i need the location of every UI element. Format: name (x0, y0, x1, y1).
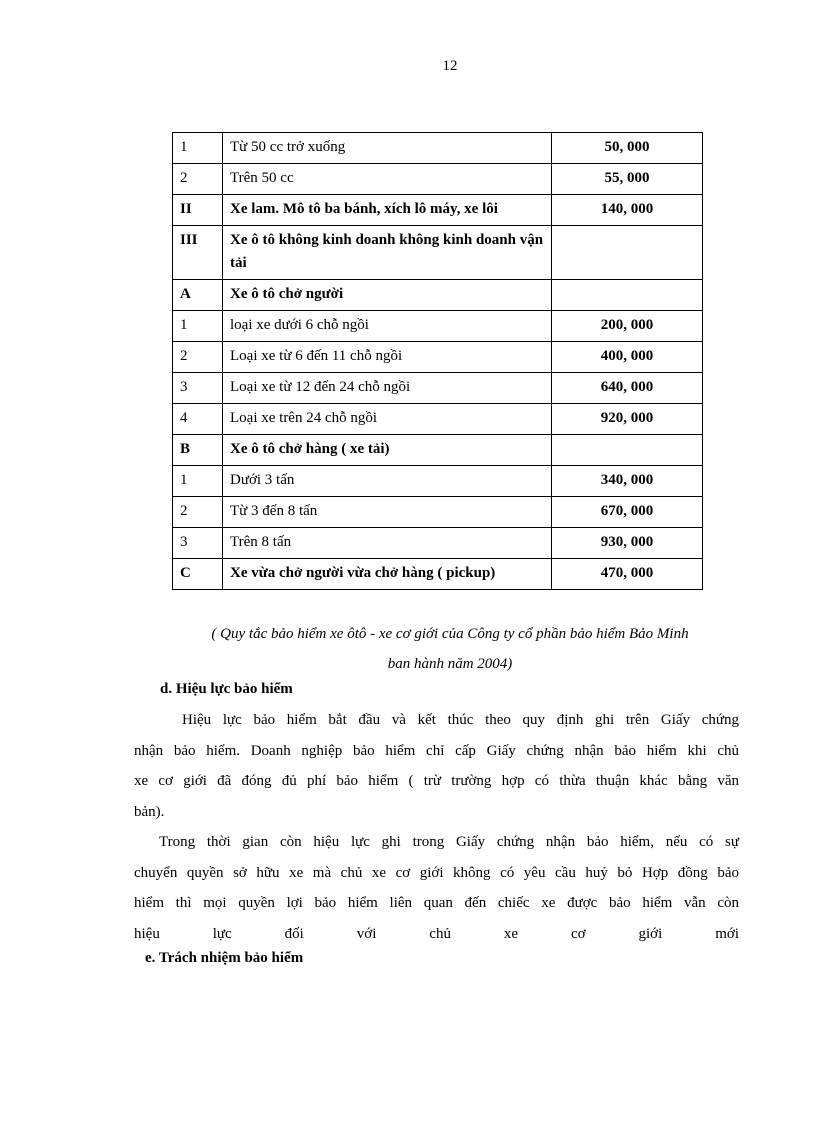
row-index-cell: 3 (173, 373, 223, 404)
row-index-cell: 2 (173, 342, 223, 373)
table-row (173, 497, 703, 528)
section-d-paragraph-2 (134, 827, 739, 949)
fee-cell: 340, 000 (552, 466, 703, 497)
caption-line-2: ban hành năm 2004) (387, 656, 513, 672)
table-row (173, 311, 703, 342)
fee-cell: 930, 000 (552, 528, 703, 559)
fee-cell: 400, 000 (552, 342, 703, 373)
row-index-cell: 2 (173, 497, 223, 528)
paragraph-line: bản). (134, 803, 165, 820)
insurance-fee-table (172, 132, 703, 590)
row-index-cell: 1 (173, 311, 223, 342)
row-index-cell: 1 (173, 466, 223, 497)
fee-cell: 640, 000 (552, 373, 703, 404)
vehicle-type-cell: Loại xe trên 24 chỗ ngồi (223, 404, 552, 435)
vehicle-type-cell: Từ 3 đến 8 tấn (223, 497, 552, 528)
row-index-cell: 1 (173, 133, 223, 164)
row-index-cell: 2 (173, 164, 223, 195)
table-caption (150, 619, 750, 679)
vehicle-type-cell: Xe ô tô chở hàng ( xe tải) (223, 435, 552, 466)
vehicle-type-cell: Loại xe từ 12 đến 24 chỗ ngồi (223, 373, 552, 404)
fee-cell (552, 435, 703, 466)
row-index-cell: C (173, 559, 223, 590)
vehicle-type-cell: loại xe dưới 6 chỗ ngồi (223, 311, 552, 342)
fee-cell: 470, 000 (552, 559, 703, 590)
table-row (173, 133, 703, 164)
vehicle-type-cell: Xe ô tô không kinh doanh không kinh doanh vận tải (223, 226, 552, 280)
paragraph-line: chuyển quyền sở hữu xe mà chủ xe cơ giới không có yêu cầu huỷ bỏ Hợp đồng bảo (134, 864, 739, 881)
table-row (173, 195, 703, 226)
table-row (173, 528, 703, 559)
row-index-cell: B (173, 435, 223, 466)
table-row (173, 466, 703, 497)
fee-cell: 55, 000 (552, 164, 703, 195)
table-row (173, 435, 703, 466)
table-row (173, 559, 703, 590)
vehicle-type-cell: Dưới 3 tấn (223, 466, 552, 497)
vehicle-type-cell: Trên 50 cc (223, 164, 552, 195)
vehicle-type-cell: Trên 8 tấn (223, 528, 552, 559)
paragraph-line: hiểm thì mọi quyền lợi bảo hiểm liên quan đến chiếc xe được bảo hiểm vẫn còn (134, 895, 739, 911)
fee-cell: 200, 000 (552, 311, 703, 342)
paragraph-line: xe cơ giới đã đóng đủ phí bảo hiểm ( trừ trường hợp có thừa thuận khác bằng văn (134, 773, 739, 789)
fee-cell (552, 226, 703, 280)
section-d-heading: d. Hiệu lực bảo hiểm (160, 681, 293, 697)
table-row (173, 164, 703, 195)
caption-line-1: ( Quy tắc bảo hiểm xe ôtô - xe cơ giới của Công ty cổ phần bảo hiểm Bảo Minh (211, 626, 689, 642)
fee-cell: 140, 000 (552, 195, 703, 226)
fee-cell (552, 280, 703, 311)
section-e-heading: e. Trách nhiệm bảo hiểm (145, 950, 304, 966)
table-row (173, 280, 703, 311)
row-index-cell: 4 (173, 404, 223, 435)
row-index-cell: 3 (173, 528, 223, 559)
section-d-paragraph-1 (134, 705, 739, 827)
fee-cell: 670, 000 (552, 497, 703, 528)
row-index-cell: III (173, 226, 223, 280)
vehicle-type-cell: Loại xe từ 6 đến 11 chỗ ngồi (223, 342, 552, 373)
table-row (173, 373, 703, 404)
row-index-cell: A (173, 280, 223, 311)
paragraph-line: hiệu lực đối với chủ xe cơ giới mới (134, 925, 739, 942)
paragraph-line: Hiệu lực bảo hiểm bắt đầu và kết thúc theo quy định ghi trên Giấy chứng (182, 712, 739, 728)
table-row (173, 342, 703, 373)
vehicle-type-cell: Từ 50 cc trở xuống (223, 133, 552, 164)
fee-cell: 50, 000 (552, 133, 703, 164)
row-index-cell: II (173, 195, 223, 226)
paragraph-line: Trong thời gian còn hiệu lực ghi trong Giấy chứng nhận bảo hiểm, nếu có sự (159, 834, 739, 850)
paragraph-line: nhận bảo hiểm. Doanh nghiệp bảo hiểm chỉ cấp Giấy chứng nhận bảo hiểm khi chủ (134, 742, 739, 759)
page-number: 12 (442, 58, 458, 74)
vehicle-type-cell: Xe ô tô chở người (223, 280, 552, 311)
table-row (173, 226, 703, 280)
vehicle-type-cell: Xe lam. Mô tô ba bánh, xích lô máy, xe lôi (223, 195, 552, 226)
fee-cell: 920, 000 (552, 404, 703, 435)
vehicle-type-cell: Xe vừa chở người vừa chở hàng ( pickup) (223, 559, 552, 590)
table-row (173, 404, 703, 435)
